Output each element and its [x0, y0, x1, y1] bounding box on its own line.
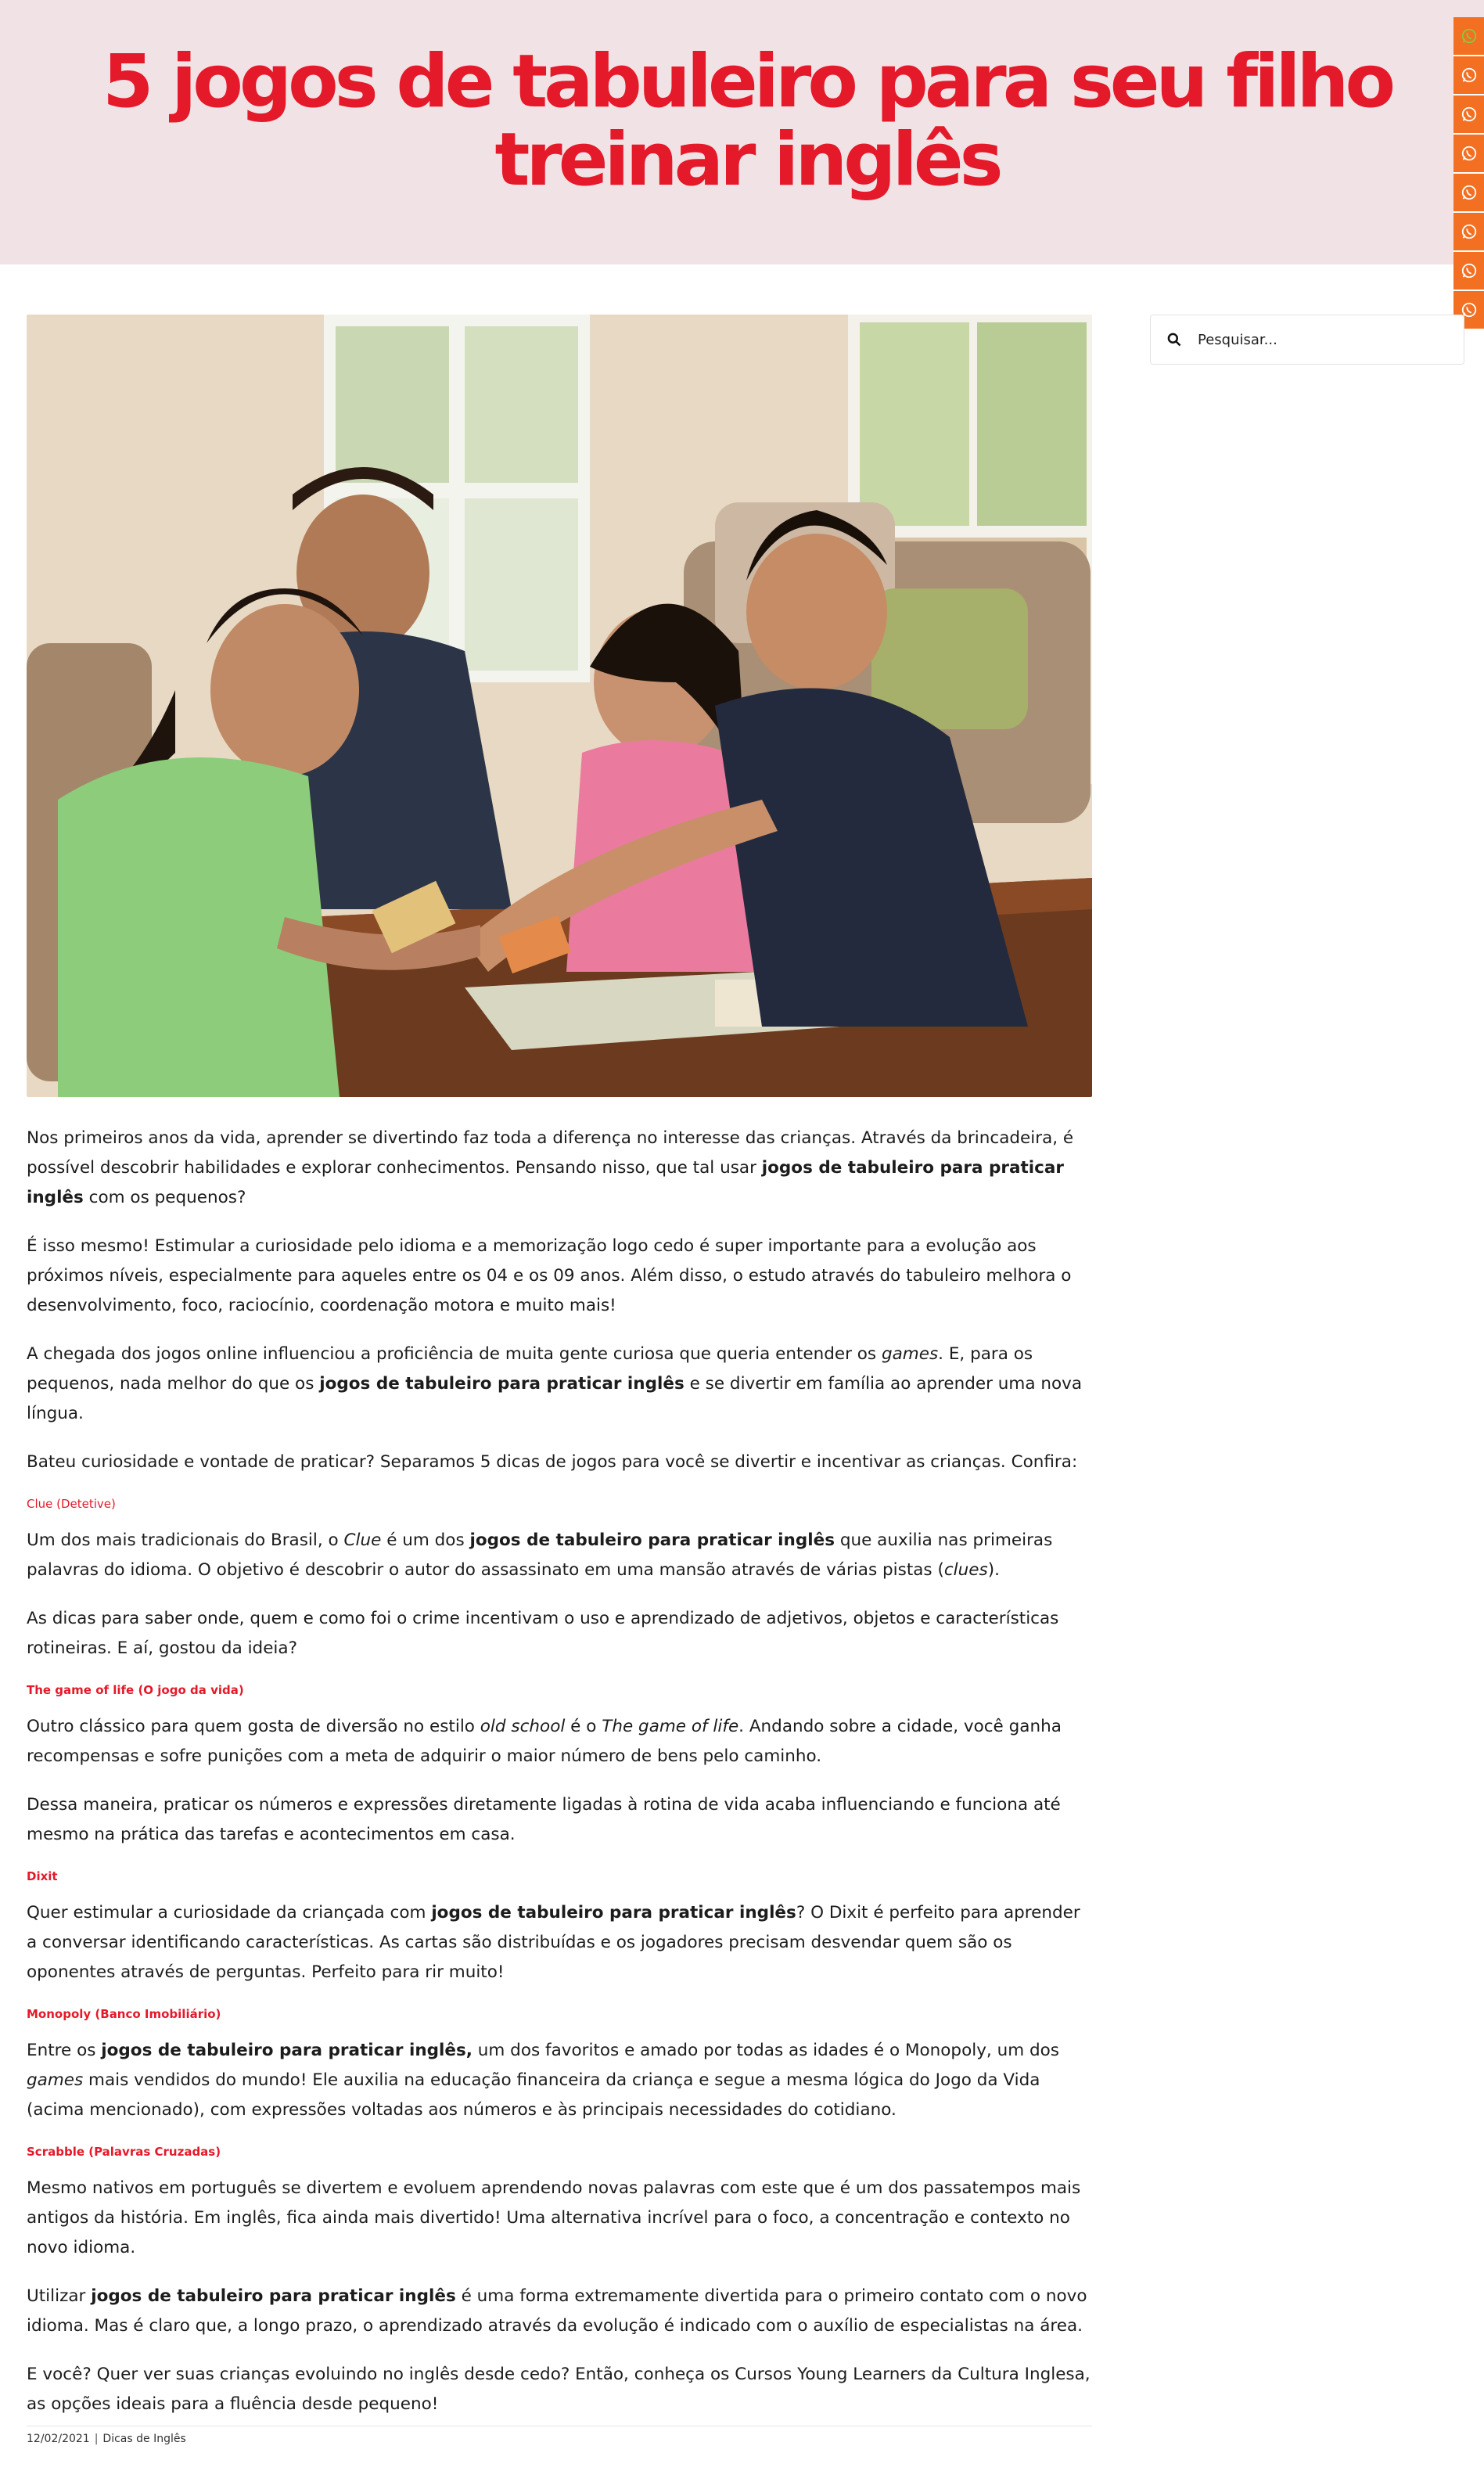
- page-header: [0, 0, 1484, 264]
- share-button[interactable]: [1453, 174, 1484, 213]
- paragraph: Nos primeiros anos da vida, aprender se divertindo faz toda a diferença no interesse das crianças. Através da brincadeira, é possível descobrir habilidades e explorar conhecimentos. Pensando nisso, que tal usar jogos de tabuleiro para praticar inglês com os pequenos?: [27, 1128, 1074, 1207]
- page-title: 5 jogos de tabuleiro para seu filho treinar inglês: [102, 39, 1392, 203]
- paragraph: Bateu curiosidade e vontade de praticar? Separamos 5 dicas de jogos para você se divertir e incentivar as crianças. Confira:: [27, 1452, 1078, 1472]
- paragraph: E você? Quer ver suas crianças evoluindo no inglês desde cedo? Então, conheça os Cursos Young Learners da Cultura Inglesa, as opções ideais para a fluência desde pequeno!: [27, 2365, 1091, 2414]
- post-meta: [27, 2426, 1092, 2445]
- sidebar-search[interactable]: [1150, 315, 1464, 365]
- featured-image: [27, 315, 1092, 1097]
- whatsapp-icon: [1461, 145, 1478, 162]
- paragraph: As dicas para saber onde, quem e como foi o crime incentivam o uso e aprendizado de adjetivos, objetos e características rotineiras. E aí, gostou da ideia?: [27, 1609, 1059, 1658]
- post-date: 12/02/2021: [27, 2433, 90, 2445]
- share-button[interactable]: [1453, 213, 1484, 252]
- share-button[interactable]: [1453, 252, 1484, 291]
- section-heading-game-of-life: The game of life (O jogo da vida): [27, 1683, 244, 1697]
- whatsapp-icon: [1461, 184, 1478, 201]
- section-heading-dixit: Dixit: [27, 1869, 58, 1883]
- whatsapp-icon: [1461, 106, 1478, 123]
- paragraph: Dessa maneira, praticar os números e expressões diretamente ligadas à rotina de vida acaba influenciando e funciona até mesmo na prática das tarefas e acontecimentos em casa.: [27, 1795, 1061, 1844]
- whatsapp-icon: [1461, 27, 1478, 45]
- share-button[interactable]: [1453, 135, 1484, 174]
- section-heading-monopoly: Monopoly (Banco Imobiliário): [27, 2007, 221, 2021]
- article-body: [27, 1124, 1092, 2438]
- paragraph: É isso mesmo! Estimular a curiosidade pelo idioma e a memorização logo cedo é super importante para a evolução aos próximos níveis, especialmente para aqueles entre os 04 e os 09 anos. Além disso, o estudo através do tabuleiro melhora o desenvolvimento, foco, raciocínio, coordenação motora e muito mais!: [27, 1236, 1072, 1315]
- share-button[interactable]: [1453, 95, 1484, 135]
- section-heading-clue: Clue (Detetive): [27, 1497, 116, 1511]
- paragraph: Mesmo nativos em português se divertem e evoluem aprendendo novas palavras com este que é um dos passatempos mais antigos da história. Em inglês, fica ainda mais divertido! Uma alternativa incrível para o foco, a concentração e contexto no novo idioma.: [27, 2178, 1081, 2257]
- social-share-bar: [1453, 17, 1484, 330]
- search-icon[interactable]: [1151, 315, 1198, 365]
- share-button[interactable]: [1453, 17, 1484, 56]
- featured-image-wrapper: [27, 315, 1092, 1097]
- whatsapp-icon: [1461, 223, 1478, 240]
- meta-separator: |: [94, 2433, 99, 2445]
- category-link[interactable]: Dicas de Inglês: [102, 2433, 186, 2445]
- paragraph: Quer estimular a curiosidade da criançada com jogos de tabuleiro para praticar inglês? O Dixit é perfeito para aprender a conversar identificando características. As cartas são distribuídas e os jogadores precisam desvendar quem são os oponentes através de perguntas. Perfeito para rir muito!: [27, 1903, 1080, 1982]
- whatsapp-icon: [1461, 262, 1478, 279]
- paragraph: Entre os jogos de tabuleiro para praticar inglês, um dos favoritos e amado por todas as idades é o Monopoly, um dos games mais vendidos do mundo! Ele auxilia na educação financeira da criança e segue a mesma lógica do Jogo da Vida (acima mencionado), com expressões voltadas aos números e às principais necessidades do cotidiano.: [27, 2041, 1060, 2120]
- paragraph: Utilizar jogos de tabuleiro para praticar inglês é uma forma extremamente divertida para o primeiro contato com o novo idioma. Mas é claro que, a longo prazo, o aprendizado através da evolução é indicado com o auxílio de especialistas na área.: [27, 2286, 1087, 2336]
- search-input[interactable]: [1198, 332, 1448, 348]
- paragraph: Outro clássico para quem gosta de diversão no estilo old school é o The game of life. Andando sobre a cidade, você ganha recompensas e sofre punições com a meta de adquirir o maior número de bens pelo caminho.: [27, 1717, 1062, 1766]
- paragraph: A chegada dos jogos online influenciou a proficiência de muita gente curiosa que queria entender os games. E, para os pequenos, nada melhor do que os jogos de tabuleiro para praticar inglês e se divertir em família ao aprender uma nova língua.: [27, 1344, 1083, 1423]
- paragraph: Um dos mais tradicionais do Brasil, o Clue é um dos jogos de tabuleiro para praticar inglês que auxilia nas primeiras palavras do idioma. O objetivo é descobrir o autor do assassinato em uma mansão através de várias pistas (clues).: [27, 1530, 1053, 1580]
- whatsapp-icon: [1461, 67, 1478, 84]
- share-button[interactable]: [1453, 56, 1484, 95]
- section-heading-scrabble: Scrabble (Palavras Cruzadas): [27, 2145, 221, 2159]
